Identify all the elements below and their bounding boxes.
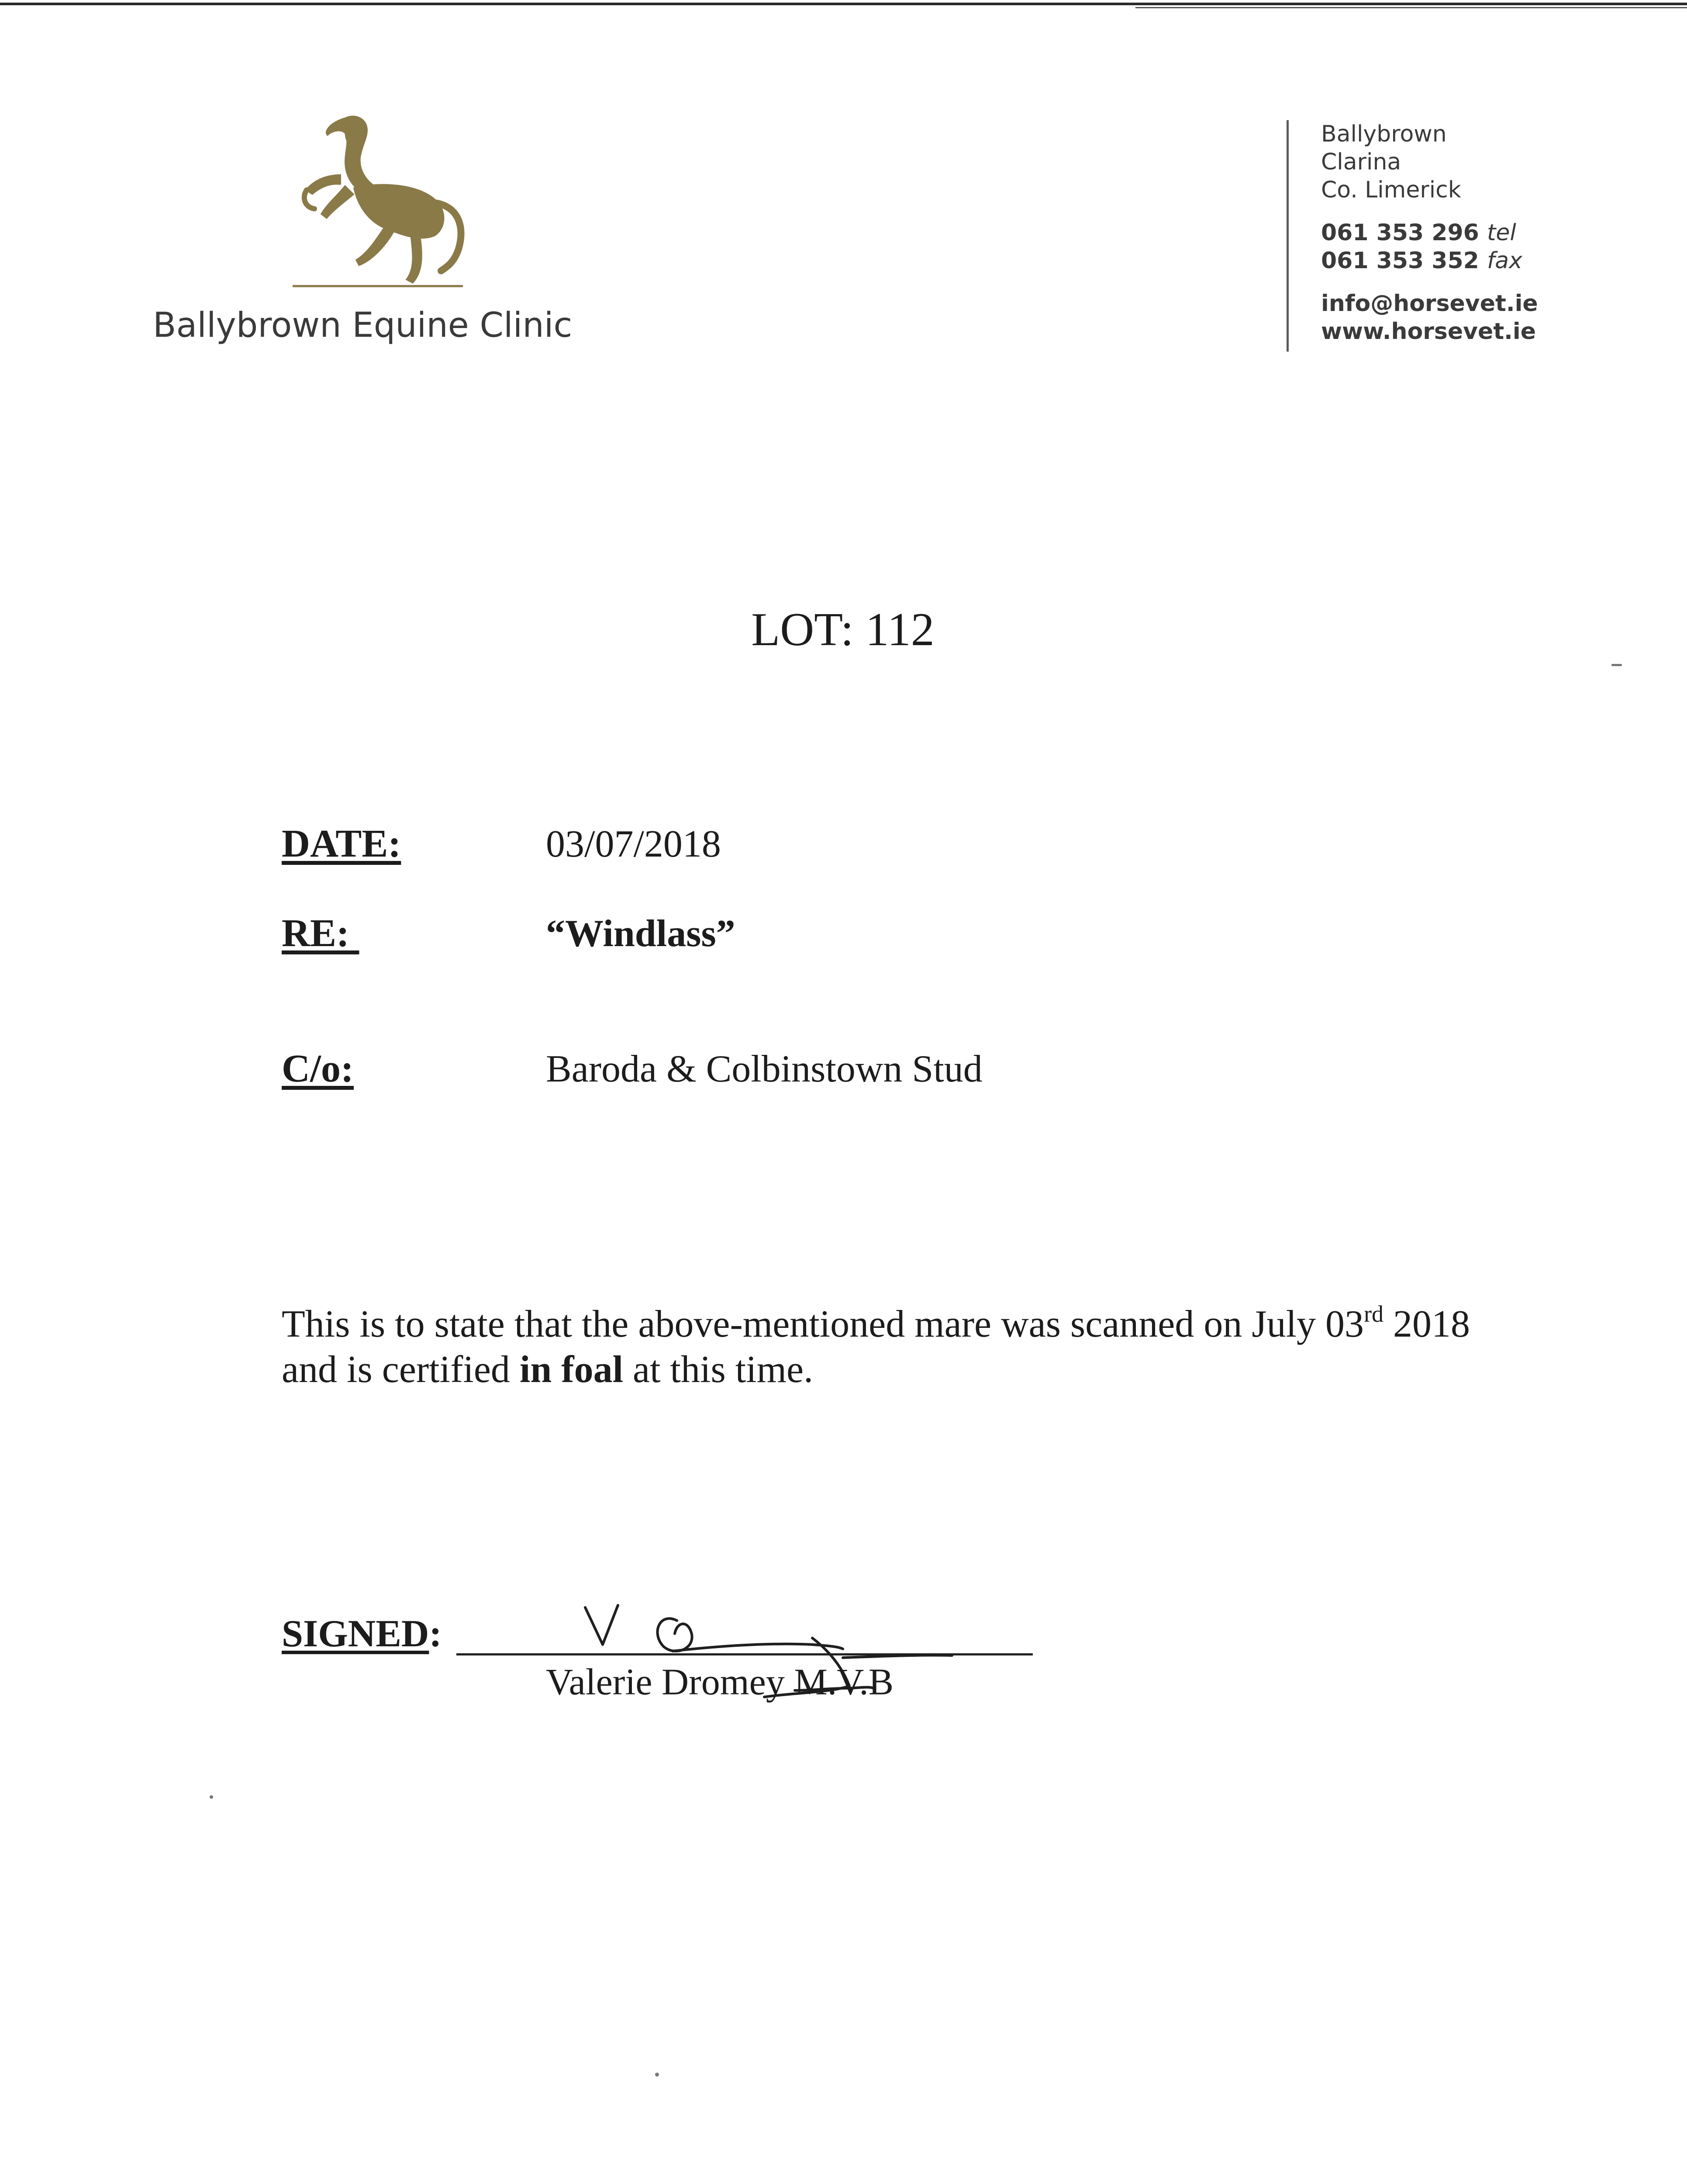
scan-edge-line	[0, 3, 1687, 5]
phone-label: tel	[1487, 220, 1516, 246]
care-of-value: Baroda & Colbinstown Stud	[546, 1048, 983, 1090]
website-link[interactable]: www.horsevet.ie	[1321, 318, 1536, 345]
address-line-2: Clarina	[1321, 149, 1401, 175]
statement-text-1: This is to state that the above-mentioned mare was scanned on July 03	[282, 1303, 1364, 1345]
re-label: RE:	[282, 912, 359, 955]
address-line-1: Ballybrown	[1321, 121, 1447, 147]
scan-speck	[1611, 664, 1622, 666]
phone-line	[1321, 219, 1627, 247]
certification-statement	[282, 1302, 1504, 1393]
scan-speck	[210, 1795, 213, 1799]
fax-number: 061 353 352	[1321, 248, 1479, 274]
statement-text-3: at this time.	[623, 1348, 814, 1391]
signer-name: Valerie Dromey M.V.B	[546, 1661, 894, 1703]
signed-label	[282, 1612, 442, 1656]
contact-divider	[1287, 120, 1289, 352]
contact-block	[1321, 120, 1627, 346]
re-value: “Windlass”	[546, 912, 735, 955]
care-of-label: C/o:	[282, 1047, 354, 1090]
email-link[interactable]: info@horsevet.ie	[1321, 290, 1538, 317]
date-value: 03/07/2018	[546, 823, 721, 865]
date-label: DATE:	[282, 822, 401, 865]
handwritten-signature	[568, 1581, 1004, 1730]
scan-edge-line-right	[1135, 7, 1687, 8]
fax-line	[1321, 247, 1627, 275]
statement-text-2: 2018 and is certified	[282, 1303, 1470, 1391]
signed-label-colon: :	[429, 1613, 442, 1655]
address-line-3: Co. Limerick	[1321, 177, 1461, 203]
lot-number: LOT: 112	[751, 604, 935, 656]
clinic-name: Ballybrown Equine Clinic	[153, 306, 573, 345]
fax-label: fax	[1487, 248, 1522, 274]
statement-ordinal: rd	[1364, 1301, 1384, 1327]
statement-emphasis: in foal	[519, 1348, 624, 1391]
phone-number: 061 353 296	[1321, 220, 1479, 246]
scan-speck	[655, 2073, 659, 2077]
rearing-horse-logo-icon	[279, 109, 476, 301]
signed-label-text: SIGNED	[282, 1613, 429, 1655]
